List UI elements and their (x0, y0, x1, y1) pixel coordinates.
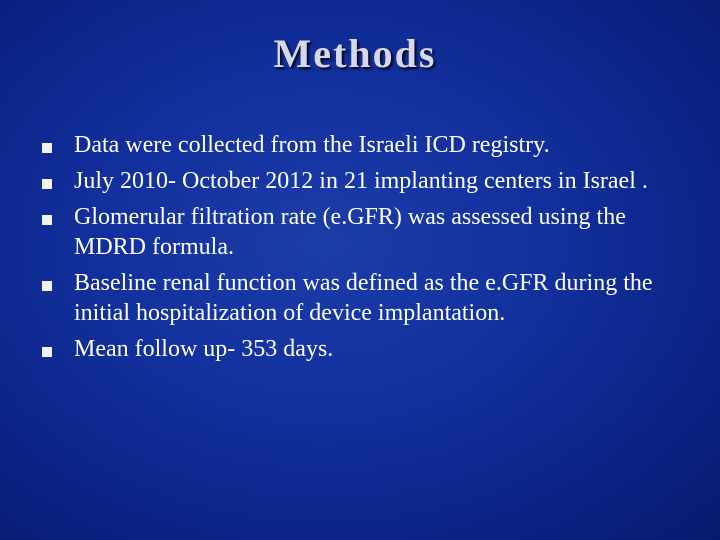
bullet-text: July 2010- October 2012 in 21 implanting centers in Israel . (74, 168, 648, 194)
bullet-item (42, 334, 692, 364)
square-bullet-icon (42, 179, 52, 189)
slide-title: Methods (273, 31, 437, 76)
square-bullet-icon (42, 281, 52, 291)
bullet-text: Baseline renal function was defined as the e.GFR during the initial hospitalization of device implantation. (74, 270, 653, 326)
bullet-text: Data were collected from the Israeli ICD registry. (74, 132, 550, 158)
bullet-item (42, 166, 692, 196)
bullet-item (42, 202, 692, 262)
bullet-list (42, 130, 692, 370)
bullet-item (42, 268, 692, 328)
bullet-item (42, 130, 692, 160)
bullet-text: Mean follow up- 353 days. (74, 336, 334, 362)
square-bullet-icon (42, 347, 52, 357)
square-bullet-icon (42, 143, 52, 153)
bullet-text: Glomerular filtration rate (e.GFR) was assessed using the MDRD formula. (74, 204, 626, 260)
square-bullet-icon (42, 215, 52, 225)
